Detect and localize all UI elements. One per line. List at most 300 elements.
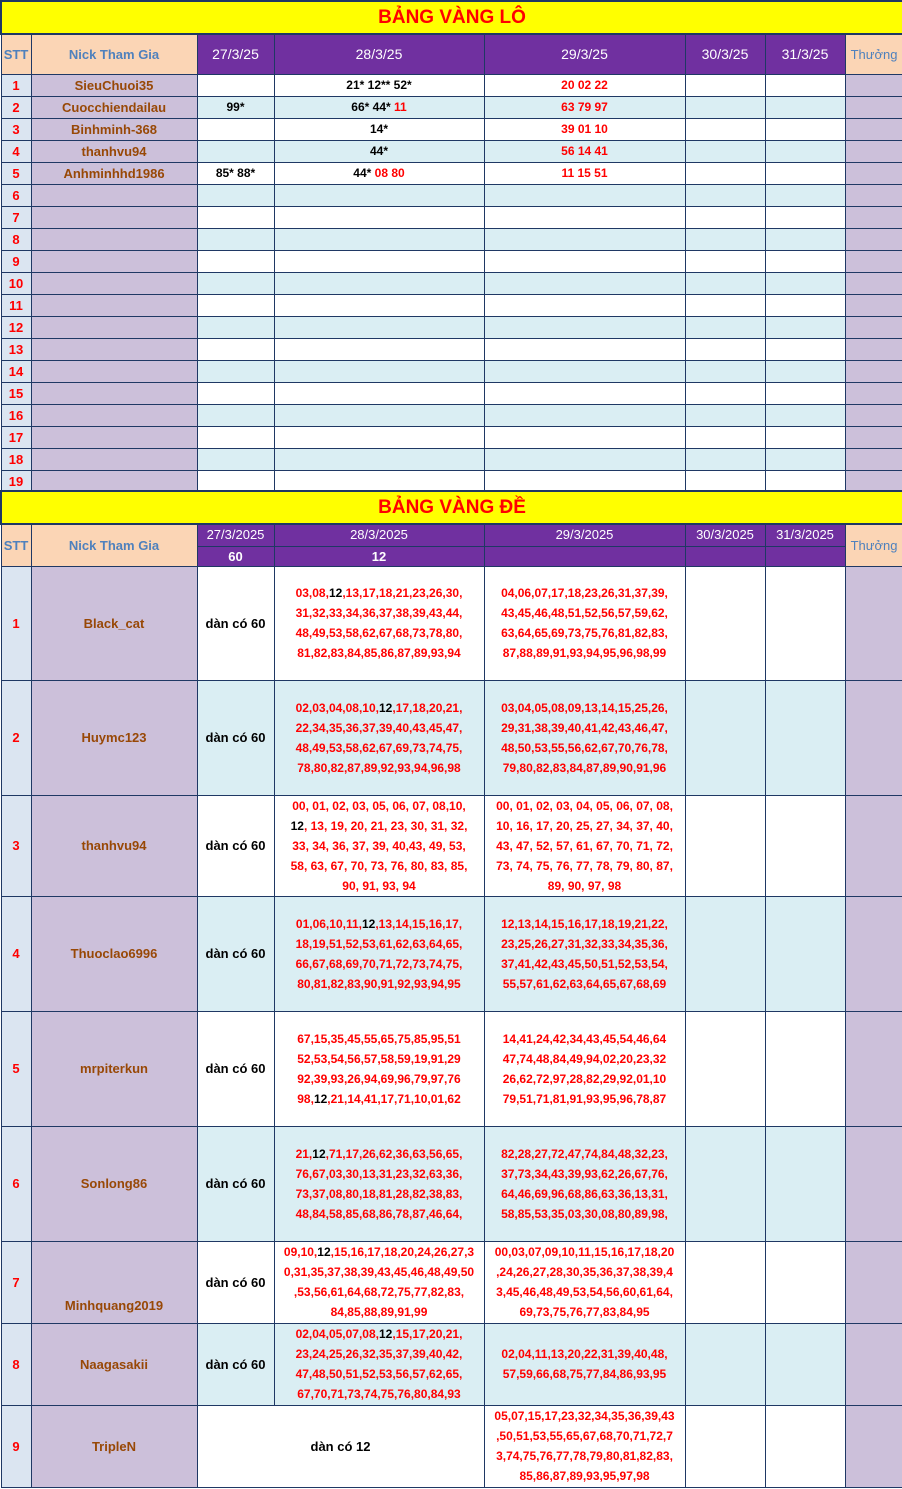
de-row-stt: 3 (1, 795, 31, 896)
lo-table-row (1, 470, 902, 492)
de-header-date-31: 31/3/2025 (765, 524, 845, 546)
de-cell-28-numbers: 02,04,05,07,08, (295, 1327, 379, 1341)
de-cell-29: 04,06,07,17,18,23,26,31,37,39, 43,45,46,48,51,52,56,57,59,62, 63,64,65,69,73,75,76,81,82,83, 87,88,89,91,93,94,95,96,98,99 (484, 566, 685, 680)
lo-cell-28 (274, 426, 484, 448)
lo-cell-28 (274, 184, 484, 206)
de-header-date-30: 30/3/2025 (685, 524, 765, 546)
de-header-date-27: 27/3/2025 (197, 524, 274, 546)
de-cell-28-numbers: 21, (295, 1146, 313, 1161)
lo-cell-28 (274, 360, 484, 382)
lo-row-stt: 7 (1, 206, 31, 228)
de-table (0, 490, 902, 1488)
lo-cell-29: 39 01 10 (484, 118, 685, 140)
lo-cell-29 (484, 338, 685, 360)
lo-row-nick (31, 250, 197, 272)
lo-row-stt: 16 (1, 404, 31, 426)
lo-cell-29: 63 79 97 (484, 96, 685, 118)
lo-row-nick (31, 360, 197, 382)
lo-row-stt: 8 (1, 228, 31, 250)
lo-cell-28 (274, 74, 484, 96)
de-cell-28 (274, 795, 484, 896)
lo-cell-30 (685, 448, 765, 470)
de-result-31 (765, 546, 845, 566)
lo-table-row (1, 206, 902, 228)
de-cell-28-numbers-rest: ,13,17,18,21,23,26,30, 31,32,33,34,36,37,38,39,43,44, 48,49,53,58,62,67,68,73,78,80, 81,82,83,84,85,86,87,89,93,94 (295, 586, 463, 660)
lo-row-nick (31, 228, 197, 250)
lo-cell-28 (274, 404, 484, 426)
lo-row-nick: Anhminhhd1986 (31, 162, 197, 184)
de-table-row (1, 795, 902, 896)
lo-cell-27: 99* (197, 96, 274, 118)
de-table-row (1, 680, 902, 795)
lo-header-date-27: 27/3/25 (197, 34, 274, 74)
lo-table-row (1, 228, 902, 250)
lo-cell-31 (765, 162, 845, 184)
lo-row-nick (31, 426, 197, 448)
de-cell-28-numbers: 02,03,04,08,10, (295, 700, 379, 715)
de-row-nick: Black_cat (31, 566, 197, 680)
lo-header-date-29: 29/3/25 (484, 34, 685, 74)
lo-table-row (1, 272, 902, 294)
de-cell-27: dàn có 60 (197, 896, 274, 1011)
lo-cell-prize (845, 184, 902, 206)
lo-row-stt: 17 (1, 426, 31, 448)
lo-cell-29 (484, 228, 685, 250)
de-cell-28 (274, 1126, 484, 1241)
lo-cell-31 (765, 118, 845, 140)
lo-row-nick (31, 272, 197, 294)
lo-cell-28-black: 66* 44* (351, 100, 391, 114)
de-cell-28 (274, 680, 484, 795)
de-cell-31 (765, 1126, 845, 1241)
lo-row-stt: 2 (1, 96, 31, 118)
de-table-row (1, 896, 902, 1011)
lo-cell-prize (845, 206, 902, 228)
lo-cell-29: 20 02 22 (484, 74, 685, 96)
lo-cell-30 (685, 96, 765, 118)
lo-table-row (1, 316, 902, 338)
de-row-nick: mrpiterkun (31, 1011, 197, 1126)
lo-table-row (1, 426, 902, 448)
lo-cell-29 (484, 448, 685, 470)
lo-cell-29 (484, 250, 685, 272)
lo-cell-28 (274, 162, 484, 184)
de-header-stt: STT (1, 524, 31, 566)
de-cell-28-numbers-rest: ,21,14,41,17,71,10,01,62 (327, 1091, 461, 1106)
lo-cell-28 (274, 470, 484, 492)
lo-cell-27 (197, 250, 274, 272)
lo-row-nick: Binhminh-368 (31, 118, 197, 140)
de-row-stt: 1 (1, 566, 31, 680)
lo-cell-prize (845, 250, 902, 272)
lo-cell-27 (197, 184, 274, 206)
de-cell-29: 12,13,14,15,16,17,18,19,21,22, 23,25,26,27,31,32,33,34,35,36, 37,41,42,43,45,50,51,52,53,54, 55,57,61,62,63,64,65,67,68,69 (484, 896, 685, 1011)
de-cell-31 (765, 1323, 845, 1405)
de-cell-30 (685, 795, 765, 896)
de-cell-28-hit: 12 (379, 1327, 393, 1341)
lo-cell-31 (765, 470, 845, 492)
de-cell-28-numbers-rest: ,71,17,26,62,36,63,56,65, 76,67,03,30,13,31,23,32,63,36, 73,37,08,80,18,81,28,82,38,83, 48,84,58,85,68,86,78,87,46,64, (295, 1146, 463, 1221)
lo-row-stt: 15 (1, 382, 31, 404)
lo-row-nick: SieuChuoi35 (31, 74, 197, 96)
lo-cell-prize (845, 96, 902, 118)
lo-cell-31 (765, 426, 845, 448)
de-result-27: 60 (197, 546, 274, 566)
lo-row-stt: 11 (1, 294, 31, 316)
lo-cell-27 (197, 382, 274, 404)
de-row-nick: Sonlong86 (31, 1126, 197, 1241)
lo-cell-28-red: 11 (394, 100, 407, 114)
lo-header-stt: STT (1, 34, 31, 74)
de-cell-29: 02,04,11,13,20,22,31,39,40,48, 57,59,66,68,75,77,84,86,93,95 (484, 1323, 685, 1405)
de-cell-28-numbers: 00, 01, 02, 03, 05, 06, 07, 08,10, (292, 798, 466, 813)
de-cell-31 (765, 1241, 845, 1323)
de-cell-28 (274, 896, 484, 1011)
de-cell-prize (845, 1126, 902, 1241)
lo-row-stt: 1 (1, 74, 31, 96)
de-row-stt: 7 (1, 1241, 31, 1323)
de-cell-28 (274, 566, 484, 680)
de-cell-31 (765, 566, 845, 680)
lo-table (0, 0, 902, 493)
lo-row-stt: 10 (1, 272, 31, 294)
de-cell-28 (274, 1323, 484, 1405)
de-row-nick: Huymc123 (31, 680, 197, 795)
de-cell-30 (685, 566, 765, 680)
lo-cell-31 (765, 448, 845, 470)
de-header-nick: Nick Tham Gia (31, 524, 197, 566)
de-cell-30 (685, 1241, 765, 1323)
de-table-row (1, 1241, 902, 1323)
de-cell-28-hit: 12 (313, 1091, 328, 1106)
de-cell-28-hit: 12 (317, 1245, 331, 1259)
lo-cell-28 (274, 272, 484, 294)
de-cell-27: dàn có 60 (197, 1241, 274, 1323)
lo-cell-prize (845, 404, 902, 426)
lo-row-stt: 3 (1, 118, 31, 140)
lo-table-row (1, 140, 902, 162)
de-table-row (1, 1126, 902, 1241)
de-cell-29: 00,03,07,09,10,11,15,16,17,18,20 ,24,26,27,28,30,35,36,37,38,39,4 3,45,46,48,49,53,54,56,60,61,64, 69,73,75,76,77,83,84,95 (484, 1241, 685, 1323)
lo-cell-31 (765, 316, 845, 338)
de-table-row (1, 1405, 902, 1487)
de-cell-30 (685, 1405, 765, 1487)
lo-table-row (1, 184, 902, 206)
lo-cell-prize (845, 140, 902, 162)
lo-cell-30 (685, 470, 765, 492)
lo-cell-28 (274, 140, 484, 162)
de-cell-29: 03,04,05,08,09,13,14,15,25,26, 29,31,38,39,40,41,42,43,46,47, 48,50,53,55,56,62,67,70,76,78, 79,80,82,83,84,87,89,90,91,96 (484, 680, 685, 795)
de-row-nick: Thuoclao6996 (31, 896, 197, 1011)
lo-cell-prize (845, 162, 902, 184)
lo-cell-prize (845, 74, 902, 96)
lo-cell-28 (274, 228, 484, 250)
lo-cell-30 (685, 162, 765, 184)
lo-cell-30 (685, 272, 765, 294)
lo-cell-27: 85* 88* (197, 162, 274, 184)
lo-cell-prize (845, 228, 902, 250)
de-cell-28-numbers-rest: , 13, 19, 20, 21, 23, 30, 31, 32, 33, 34, 36, 37, 39, 40,43, 49, 53, 58, 63, 67, 70, 73, 76, 80, 83, 85, 90, 91, 93, 94 (290, 818, 468, 893)
de-cell-27: dàn có 60 (197, 1011, 274, 1126)
lo-table-row (1, 294, 902, 316)
de-row-stt: 8 (1, 1323, 31, 1405)
lo-cell-prize (845, 360, 902, 382)
lo-cell-27 (197, 118, 274, 140)
lo-cell-30 (685, 140, 765, 162)
lo-cell-28 (274, 316, 484, 338)
lo-cell-27 (197, 404, 274, 426)
de-cell-28-hit: 12 (312, 1146, 326, 1161)
lo-cell-prize (845, 294, 902, 316)
lo-cell-30 (685, 206, 765, 228)
lo-row-nick (31, 382, 197, 404)
lo-cell-31 (765, 228, 845, 250)
de-cell-29: 14,41,24,42,34,43,45,54,46,64 47,74,48,84,49,94,02,20,23,32 26,62,72,97,28,82,29,92,01,10 79,51,71,81,91,93,95,96,78,87 (484, 1011, 685, 1126)
lo-cell-27 (197, 470, 274, 492)
lo-cell-prize (845, 338, 902, 360)
de-row-stt: 4 (1, 896, 31, 1011)
lo-cell-28 (274, 206, 484, 228)
lo-table-row (1, 338, 902, 360)
lo-cell-27 (197, 206, 274, 228)
lo-row-stt: 14 (1, 360, 31, 382)
de-cell-30 (685, 680, 765, 795)
lo-cell-30 (685, 426, 765, 448)
lo-cell-31 (765, 184, 845, 206)
lo-cell-29 (484, 470, 685, 492)
de-row-nick: Minhquang2019 (31, 1241, 197, 1323)
de-cell-28 (274, 1241, 484, 1323)
lo-cell-30 (685, 250, 765, 272)
lo-cell-prize (845, 272, 902, 294)
lo-cell-27 (197, 140, 274, 162)
de-cell-28-numbers: 01,06,10,11, (295, 916, 362, 931)
lo-cell-31 (765, 338, 845, 360)
lo-cell-30 (685, 118, 765, 140)
de-cell-28-numbers: 67,15,35,45,55,65,75,85,95,51 52,53,54,56,57,58,59,19,91,29 92,39,93,26,94,69,96,79,97,76 98, (297, 1031, 461, 1106)
de-cell-prize (845, 680, 902, 795)
lo-row-nick (31, 206, 197, 228)
lo-cell-31 (765, 360, 845, 382)
de-row-stt: 9 (1, 1405, 31, 1487)
lo-cell-30 (685, 404, 765, 426)
lo-row-nick (31, 316, 197, 338)
de-row-nick: thanhvu94 (31, 795, 197, 896)
lo-cell-29 (484, 184, 685, 206)
lo-cell-29 (484, 294, 685, 316)
lo-cell-27 (197, 74, 274, 96)
lo-row-stt: 12 (1, 316, 31, 338)
lo-header-date-30: 30/3/25 (685, 34, 765, 74)
lo-cell-30 (685, 294, 765, 316)
de-cell-29: 00, 01, 02, 03, 04, 05, 06, 07, 08, 10, 16, 17, 20, 25, 27, 34, 37, 40, 43, 47, 52, 57, 61, 67, 70, 71, 72, 73, 74, 75, 76, 77, 78, 79, 80, 87, 89, 90, 97, 98 (484, 795, 685, 896)
lo-cell-28 (274, 338, 484, 360)
de-header-date-29: 29/3/2025 (484, 524, 685, 546)
de-cell-prize (845, 566, 902, 680)
lo-cell-29: 56 14 41 (484, 140, 685, 162)
lo-table-row (1, 118, 902, 140)
lo-cell-prize (845, 118, 902, 140)
de-cell-28-numbers-rest: ,15,17,20,21, 23,24,25,26,32,35,37,39,40,42, 47,48,50,51,52,53,56,57,62,65, 67,70,71,73,74,75,76,80,84,93 (295, 1327, 463, 1401)
de-row-stt: 5 (1, 1011, 31, 1126)
lo-row-stt: 6 (1, 184, 31, 206)
lo-cell-30 (685, 382, 765, 404)
lo-row-nick: thanhvu94 (31, 140, 197, 162)
lo-cell-prize (845, 470, 902, 492)
lo-cell-31 (765, 272, 845, 294)
lo-cell-27 (197, 272, 274, 294)
lo-cell-prize (845, 316, 902, 338)
de-cell-28 (274, 1011, 484, 1126)
lo-cell-30 (685, 228, 765, 250)
de-cell-27: dàn có 60 (197, 795, 274, 896)
lo-cell-28 (274, 118, 484, 140)
lo-header-date-31: 31/3/25 (765, 34, 845, 74)
lo-title: BẢNG VÀNG LÔ (1, 1, 902, 34)
lo-row-stt: 19 (1, 470, 31, 492)
lo-table-row (1, 162, 902, 184)
lo-cell-29 (484, 404, 685, 426)
de-row-stt: 6 (1, 1126, 31, 1241)
lo-cell-31 (765, 382, 845, 404)
lo-cell-30 (685, 338, 765, 360)
lo-cell-27 (197, 426, 274, 448)
lo-row-nick (31, 184, 197, 206)
lo-row-nick (31, 448, 197, 470)
de-result-28: 12 (274, 546, 484, 566)
de-cell-prize (845, 1241, 902, 1323)
de-cell-30 (685, 896, 765, 1011)
lo-row-stt: 9 (1, 250, 31, 272)
de-cell-29: 05,07,15,17,23,32,34,35,36,39,43 ,50,51,53,55,65,67,68,70,71,72,7 3,74,75,76,77,78,79,80,81,82,83, 85,86,87,89,93,95,97,98 (484, 1405, 685, 1487)
de-cell-31 (765, 896, 845, 1011)
lo-header-prize: Thưởng (845, 34, 902, 74)
de-cell-30 (685, 1126, 765, 1241)
de-cell-27-28: dàn có 12 (197, 1405, 484, 1487)
lo-cell-28 (274, 294, 484, 316)
de-cell-prize (845, 795, 902, 896)
de-result-30 (685, 546, 765, 566)
lo-row-nick: Cuocchiendailau (31, 96, 197, 118)
lo-cell-30 (685, 360, 765, 382)
lo-row-nick (31, 338, 197, 360)
de-table-row (1, 1323, 902, 1405)
lo-cell-29 (484, 382, 685, 404)
de-cell-27: dàn có 60 (197, 1126, 274, 1241)
de-header-date-28: 28/3/2025 (274, 524, 484, 546)
de-cell-27: dàn có 60 (197, 1323, 274, 1405)
lo-cell-31 (765, 294, 845, 316)
lo-cell-28-red: 08 80 (374, 166, 405, 180)
de-cell-28-numbers-rest: ,13,14,15,16,17, 18,19,51,52,53,61,62,63,64,65, 66,67,68,69,70,71,72,73,74,75, 80,81,82,83,90,91,92,93,94,95 (295, 916, 463, 991)
de-cell-27: dàn có 60 (197, 680, 274, 795)
lo-table-row (1, 96, 902, 118)
lo-row-stt: 4 (1, 140, 31, 162)
lo-cell-27 (197, 360, 274, 382)
lo-cell-28 (274, 382, 484, 404)
lo-cell-28-black: 44* (369, 144, 389, 158)
lo-cell-29 (484, 206, 685, 228)
lo-cell-31 (765, 74, 845, 96)
de-cell-31 (765, 1405, 845, 1487)
lo-table-row (1, 404, 902, 426)
lo-table-row (1, 250, 902, 272)
lo-cell-prize (845, 426, 902, 448)
lo-cell-prize (845, 448, 902, 470)
lo-row-stt: 5 (1, 162, 31, 184)
lo-header-nick: Nick Tham Gia (31, 34, 197, 74)
lo-table-row (1, 360, 902, 382)
de-title: BẢNG VÀNG ĐỀ (1, 491, 902, 524)
lo-cell-31 (765, 140, 845, 162)
lo-cell-29 (484, 272, 685, 294)
lo-cell-31 (765, 206, 845, 228)
de-table-row (1, 566, 902, 680)
lo-cell-29 (484, 316, 685, 338)
lo-cell-28 (274, 96, 484, 118)
de-cell-31 (765, 680, 845, 795)
lo-cell-31 (765, 404, 845, 426)
lo-cell-31 (765, 96, 845, 118)
lo-cell-30 (685, 74, 765, 96)
lo-row-stt: 18 (1, 448, 31, 470)
lo-cell-28-black: 14* (369, 122, 389, 136)
lo-cell-28 (274, 250, 484, 272)
de-result-29 (484, 546, 685, 566)
de-cell-30 (685, 1011, 765, 1126)
de-cell-prize (845, 896, 902, 1011)
lo-cell-31 (765, 250, 845, 272)
lo-table-row (1, 382, 902, 404)
lo-table-row (1, 74, 902, 96)
de-row-stt: 2 (1, 680, 31, 795)
lo-cell-29 (484, 426, 685, 448)
de-cell-28-hit: 12 (379, 700, 393, 715)
de-cell-prize (845, 1323, 902, 1405)
lo-cell-30 (685, 316, 765, 338)
de-table-row (1, 1011, 902, 1126)
lo-table-row (1, 448, 902, 470)
lo-cell-27 (197, 338, 274, 360)
lo-row-nick (31, 404, 197, 426)
de-cell-28-numbers: 09,10, (283, 1245, 318, 1259)
lo-row-nick (31, 294, 197, 316)
de-cell-28-numbers: 03,08, (295, 586, 329, 600)
de-cell-28-hit: 12 (328, 586, 343, 600)
lo-header-date-28: 28/3/25 (274, 34, 484, 74)
lo-cell-27 (197, 316, 274, 338)
lo-cell-30 (685, 184, 765, 206)
de-cell-27: dàn có 60 (197, 566, 274, 680)
lo-row-nick (31, 470, 197, 492)
lo-cell-27 (197, 294, 274, 316)
de-cell-31 (765, 1011, 845, 1126)
de-header-prize: Thưởng (845, 524, 902, 566)
de-cell-30 (685, 1323, 765, 1405)
lo-cell-28 (274, 448, 484, 470)
lo-cell-29 (484, 360, 685, 382)
lo-cell-27 (197, 228, 274, 250)
de-cell-28-numbers-rest: ,17,18,20,21, 22,34,35,36,37,39,40,43,45,47, 48,49,53,58,62,67,69,73,74,75, 78,80,82,87,89,92,93,94,96,98 (295, 700, 463, 775)
de-cell-28-numbers-rest: ,15,16,17,18,20,24,26,27,3 0,31,35,37,38,39,43,45,46,48,49,50 ,53,56,61,64,68,72,75,77,82,83, 84,85,88,89,91,99 (283, 1245, 475, 1319)
de-cell-31 (765, 795, 845, 896)
lo-cell-prize (845, 382, 902, 404)
lo-cell-28-black: 21* 12** 52* (346, 78, 412, 92)
lo-cell-29: 11 15 51 (484, 162, 685, 184)
lo-cell-27 (197, 448, 274, 470)
de-cell-28-hit: 12 (290, 818, 304, 833)
de-row-nick: TripleN (31, 1405, 197, 1487)
